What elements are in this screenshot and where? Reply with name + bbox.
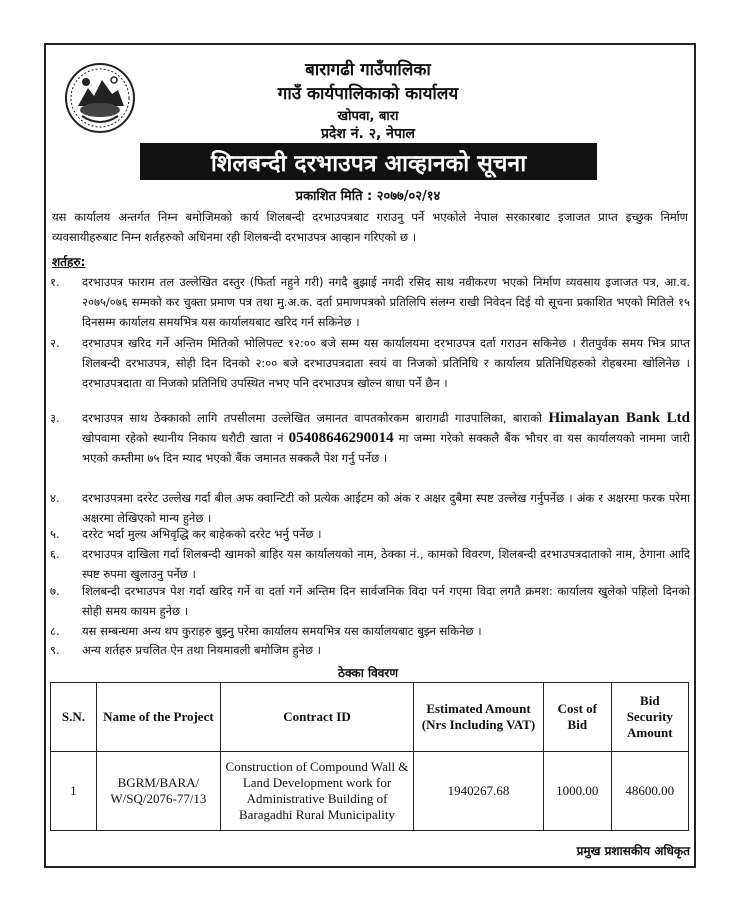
condition-item: [50, 621, 690, 641]
condition-text: दररेट भर्दा मुल्य अभिवृद्धि कर बाहेकको दररेट भर्नु पर्नेछ ।: [82, 527, 322, 541]
office-address: खोपवा, बारा: [337, 109, 399, 124]
contract-table: [50, 682, 689, 831]
cell-sn: 1: [51, 752, 97, 831]
condition-number: ४.: [50, 491, 60, 505]
condition-item: [50, 544, 690, 584]
condition-item: [50, 524, 690, 544]
cell-project: BGRM/BARA/ W/SQ/2076-77/13: [96, 752, 220, 831]
cell-estimated-amount: 1940267.68: [414, 752, 544, 831]
office-subtitle: गाउँ कार्यपालिकाको कार्यालय: [277, 84, 459, 104]
condition-item: [50, 581, 690, 621]
header-bid-security: Bid Security Amount: [611, 683, 688, 752]
nepal-emblem-logo: [64, 62, 136, 134]
condition-number: ९.: [50, 643, 60, 657]
office-province: प्रदेश नं. २, नेपाल: [320, 126, 416, 142]
condition-text: [82, 408, 690, 468]
table-header-row: [51, 683, 689, 752]
header-project: Name of the Project: [96, 683, 220, 752]
condition-text-part: खोपवामा रहेको स्थानीय निकाय धरौटी खाता नं: [82, 431, 284, 445]
notice-intro: यस कार्यालय अन्तर्गत निम्न बमोजिमको कार्य शिलबन्दी दरभाउपत्रबाट गराउनु पर्ने भएकोले नेपाल सरकारबाट इजाजत प्राप्त इच्छुक निर्माण व्यवसायीहरुबाट निम्न शर्तहरुको अधिनमा रही शिलबन्दी दरभाउपत्र आव्हान गरिएको छ ।: [52, 210, 688, 244]
table-row: [51, 752, 689, 831]
condition-number: ७.: [50, 584, 60, 598]
condition-text: दरभाउपत्र फाराम तल उल्लेखित दस्तुर (फिर्ता नहुने गरी) नगदै बुझाई नगदी रसिद साथ नवीकरण भएको निर्माण व्यवसाय इजाजत पत्र, आ.व. २०७५/०७६ सम्मको कर चुक्ता प्रमाण पत्र तथा मु.अ.क. दर्ता प्रमाणपत्रको प्रतिलिपि संलग्न राखी निवेदन दिई यो सूचना प्रकाशित भएको मितिले १५ दिनसम्म कार्यालय समयभित्र यस कार्यालयबाट खरिद गर्न सकिनेछ ।: [82, 275, 690, 329]
condition-number: ८.: [50, 624, 60, 638]
conditions-title: शर्तहरु:: [52, 255, 86, 269]
condition-text: दरभाउपत्रमा दररेट उल्लेख गर्दा बील अफ क्वान्टिटी को प्रत्येक आईटम को अंक र अक्षर दुबैमा स्पष्ट उल्लेख गर्नुपर्नेछ । अंक र अक्षरमा फरक परेमा अक्षरमा लेखिएको मान्य हुनेछ ।: [82, 491, 690, 525]
header-sn: S.N.: [51, 683, 97, 752]
cell-cost-of-bid: 1000.00: [544, 752, 612, 831]
condition-number: ६.: [50, 547, 60, 561]
condition-text: शिलबन्दी दरभाउपत्र पेश गर्दा खरिद गर्ने वा दर्ता गर्ने अन्तिम दिन सार्वजनिक विदा पर्न गएमा विदा लगतै क्रमश: कार्यालय खुलेको पहिलो दिनको सोही समय कायम हुनेछ ।: [82, 584, 690, 618]
account-number: 05408646290014: [288, 430, 394, 446]
condition-text: यस सम्बन्धमा अन्य थप कुराहरु बुझ्नु परेमा कार्यालय समयभित्र यस कार्यालयबाट बुझ्न सकिनेछ ।: [82, 624, 482, 638]
condition-number: ३.: [50, 411, 60, 425]
signature-title: प्रमुख प्रशासकीय अधिकृत: [576, 844, 690, 858]
contract-table-title: ठेक्का विवरण: [337, 666, 399, 680]
condition-item: [50, 333, 690, 393]
condition-text: दरभाउपत्र खरिद गर्ने अन्तिम मितिको भोलिपल्ट १२:०० बजे सम्म यस कार्यालयमा दरभाउपत्र दर्ता गराउन सकिनेछ । रीतपुर्वक समय भित्र प्राप्त शिलबन्दी दरभाउपत्र, सोही दिन दिनको २:०० बजे दरभाउपत्रदाता स्वयं वा निजको प्रतिनिधि र कार्यालय प्रतिनिधिहरुको रोहबरमा खोलिनेछ । दरभाउपत्रदाता वा निजको प्रतिनिधि उपस्थित नभए पनि दरभाउपत्र खोल्न बाधा पर्ने छैन ।: [82, 336, 690, 390]
condition-item: [50, 640, 690, 660]
office-name: बारागढी गाउँपालिका: [305, 60, 431, 80]
condition-text-part: दरभाउपत्र साथ ठेक्काको लागि तपसीलमा उल्लेखित जमानत वापतकोरकम बारागढी गाउपालिका, बाराको: [82, 411, 543, 425]
condition-text: दरभाउपत्र दाखिला गर्दा शिलबन्दी खामको बाहिर यस कार्यालयको नाम, ठेक्का नं., कामको विवरण, शिलबन्दी दरभाउपत्रदाताको नाम, ठेगाना आदि स्पष्ट रुपमा खुलाउनु पर्नेछ ।: [82, 547, 690, 581]
condition-text: अन्य शर्तहरु प्रचलित ऐन तथा नियमावली बमोजिम हुनेछ ।: [82, 643, 322, 657]
condition-item: [50, 272, 690, 332]
cell-bid-security: 48600.00: [611, 752, 688, 831]
header-contract-id: Contract ID: [220, 683, 413, 752]
header-estimated-amount: Estimated Amount (Nrs Including VAT): [414, 683, 544, 752]
condition-text-part: मा जम्मा गरेको सक्कलै बैंक भौचर वा यस कार्यालयको नाममा जारी भएको कम्तीमा ७५ दिन म्याद भएको बैंक जमानत सक्कलै पेश गर्नु पर्नेछ ।: [82, 431, 691, 465]
bank-name: Himalayan Bank Ltd: [548, 410, 691, 426]
condition-number: ५.: [50, 527, 60, 541]
notice-title: शिलबन्दी दरभाउपत्र आव्हानको सूचना: [140, 143, 597, 180]
cell-contract-id: Construction of Compound Wall & Land Development work for Administrative Building of Baragadhi Rural Municipality: [220, 752, 413, 831]
header-cost-of-bid: Cost of Bid: [544, 683, 612, 752]
condition-item: [50, 488, 690, 528]
published-date: प्रकाशित मिति : २०७७/०२/१४: [295, 189, 441, 204]
condition-number: २.: [50, 336, 60, 350]
condition-item: [50, 408, 690, 468]
condition-number: १.: [50, 275, 60, 289]
